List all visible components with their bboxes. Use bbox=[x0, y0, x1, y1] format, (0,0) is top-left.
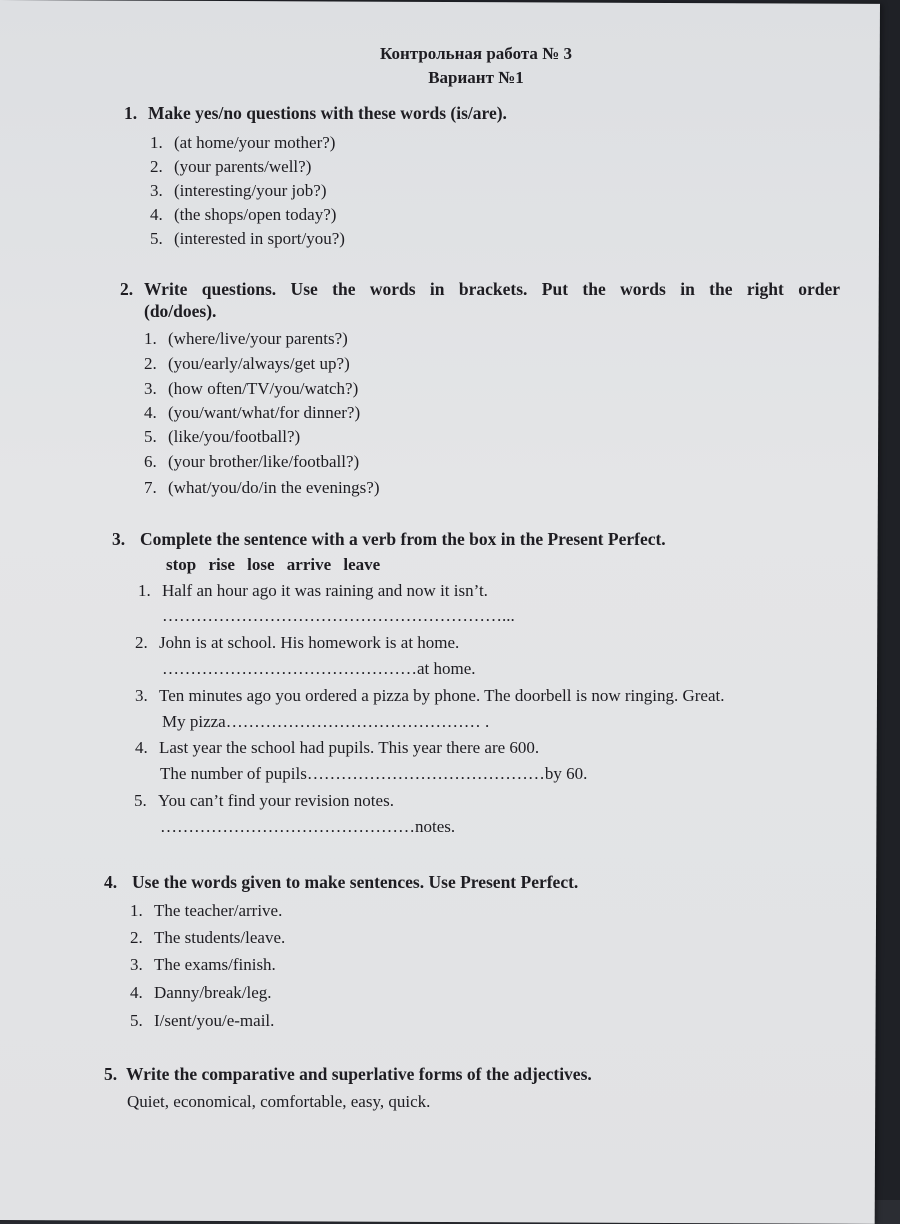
task-3-item-4: 4. Last year the school had pupils. This year there are 600. bbox=[135, 738, 540, 757]
task-3-item-2: 2. John is at school. His homework is at home. bbox=[135, 633, 460, 652]
task-number: 3. bbox=[112, 529, 126, 549]
task-2-item-7: 7. (what/you/do/in the evenings?) bbox=[144, 478, 380, 497]
task-4-item-5: 5. I/sent/you/e-mail. bbox=[130, 1011, 275, 1030]
task-number: 5. bbox=[104, 1064, 118, 1084]
document-variant: Вариант №1 bbox=[428, 68, 524, 87]
task-2-item-6: 6. (your brother/like/football?) bbox=[144, 452, 360, 471]
answer-blank[interactable]: My pizza……………………………………… . bbox=[162, 712, 490, 731]
answer-blank[interactable]: ……………………………………………………... bbox=[162, 606, 515, 625]
task-2-heading bbox=[120, 278, 840, 300]
task-title: Complete the sentence with a verb from the box in the Present Perfect. bbox=[140, 529, 666, 549]
answer-blank[interactable]: ………………………………………at home. bbox=[162, 659, 476, 678]
task-1-item-4: 4. (the shops/open today?) bbox=[150, 205, 337, 224]
task-2-heading-line2: (do/does). bbox=[144, 301, 217, 321]
task-title: Make yes/no questions with these words (is/are). bbox=[148, 103, 507, 123]
task-1-item-5: 5. (interested in sport/you?) bbox=[150, 229, 345, 248]
task-number: 1. bbox=[124, 103, 138, 123]
document-title: Контрольная работа № 3 bbox=[380, 44, 572, 63]
task-title: Use the words given to make sentences. Use Present Perfect. bbox=[132, 872, 579, 892]
task-2-item-1: 1. (where/live/your parents?) bbox=[144, 329, 348, 348]
task-title: Write the comparative and superlative forms of the adjectives. bbox=[126, 1064, 592, 1084]
task-4-item-2: 2. The students/leave. bbox=[130, 928, 286, 947]
task-3-heading bbox=[112, 528, 666, 550]
task-2-item-3: 3. (how often/TV/you/watch?) bbox=[144, 379, 359, 398]
task-4-item-3: 3. The exams/finish. bbox=[130, 955, 276, 974]
task-1-heading bbox=[124, 102, 507, 124]
task-4-item-4: 4. Danny/break/leg. bbox=[130, 983, 272, 1002]
task-2-item-2: 2. (you/early/always/get up?) bbox=[144, 354, 350, 373]
task-4-item-1: 1. The teacher/arrive. bbox=[130, 901, 283, 920]
answer-blank[interactable]: The number of pupils……………………………………by 60. bbox=[160, 764, 588, 783]
answer-blank[interactable]: ………………………………………notes. bbox=[160, 817, 456, 836]
task-1-item-3: 3. (interesting/your job?) bbox=[150, 181, 327, 200]
task-5-heading bbox=[104, 1063, 592, 1085]
task-3-item-5: 5. You can’t find your revision notes. bbox=[134, 791, 394, 810]
task-4-heading bbox=[104, 871, 578, 893]
task-number: 2. bbox=[120, 279, 134, 299]
task-number: 4. bbox=[104, 872, 118, 892]
task-title: Write questions. Use the words in brackets. Put the words in the right order bbox=[144, 279, 840, 299]
task-2-item-4: 4. (you/want/what/for dinner?) bbox=[144, 403, 361, 422]
word-box: stop rise lose arrive leave bbox=[166, 555, 381, 574]
task-1-item-2: 2. (your parents/well?) bbox=[150, 157, 312, 176]
task-3-item-1: 1. Half an hour ago it was raining and now it isn’t. bbox=[138, 581, 488, 600]
task-2-item-5: 5. (like/you/football?) bbox=[144, 427, 301, 446]
task-3-item-3: 3. Ten minutes ago you ordered a pizza by phone. The doorbell is now ringing. Great. bbox=[135, 686, 725, 705]
task-1-item-1: 1. (at home/your mother?) bbox=[150, 133, 336, 152]
task-5-text: Quiet, economical, comfortable, easy, quick. bbox=[127, 1092, 431, 1111]
